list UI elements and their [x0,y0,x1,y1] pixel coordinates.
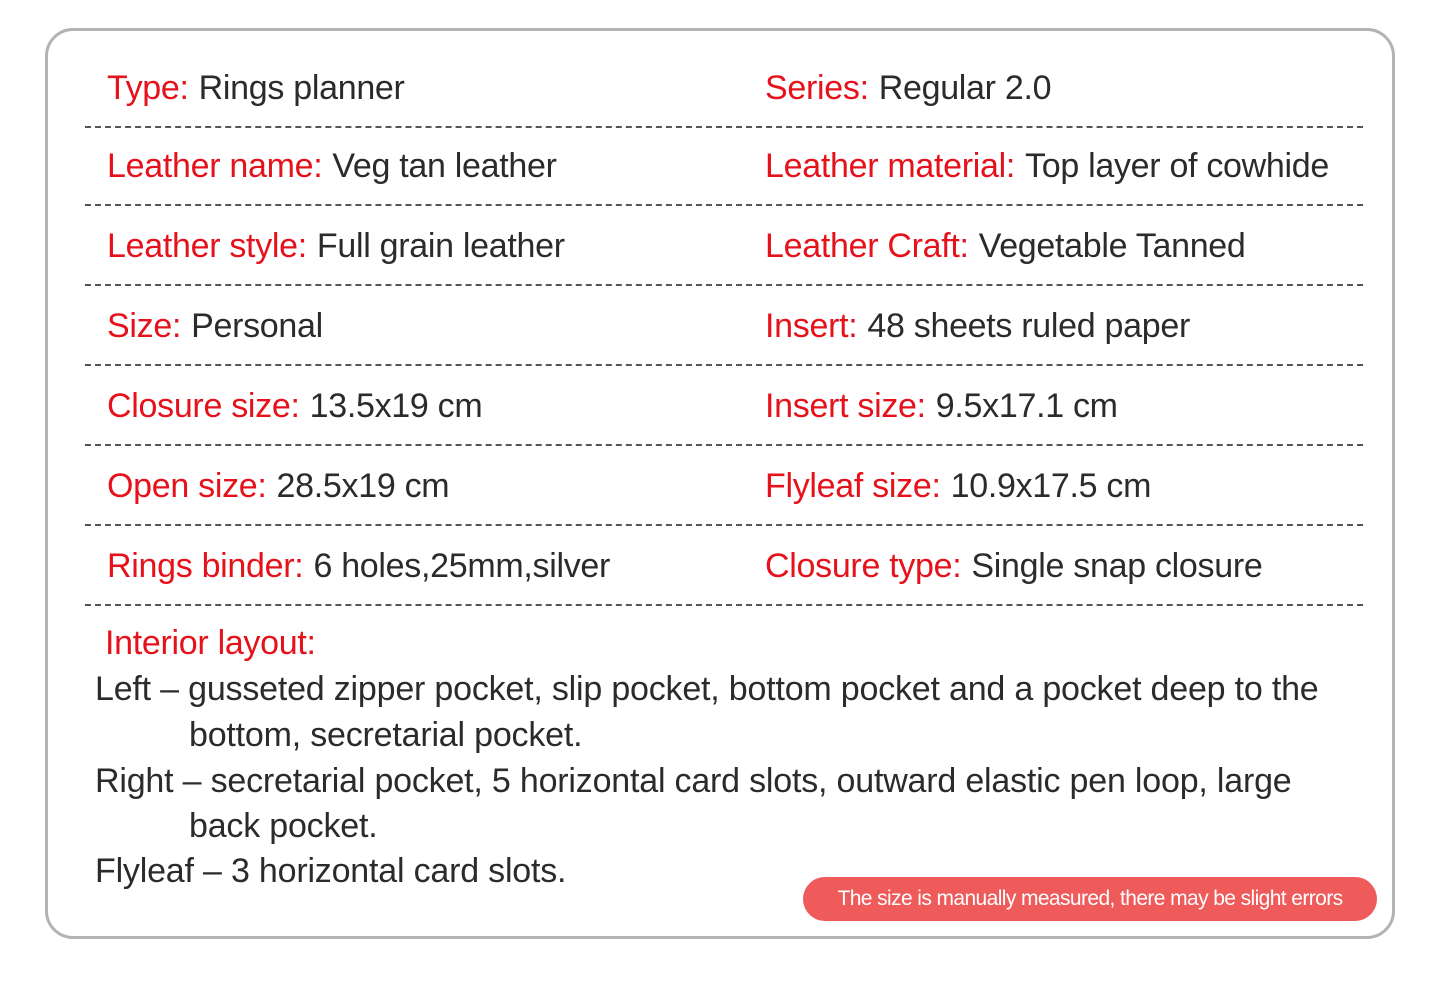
spec-label: Closure type: [765,546,962,585]
spec-insert [765,288,1190,364]
spec-row-type [85,50,1363,128]
spec-type [107,50,405,126]
spec-value: Personal [191,306,323,345]
spec-label: Insert: [765,306,858,345]
spec-row-size [85,288,1363,366]
spec-value: 10.9x17.5 cm [950,466,1152,505]
spec-closure-size [107,368,482,444]
spec-label: Rings binder: [107,546,304,585]
spec-closure-type [765,528,1262,604]
spec-row-leather-name [85,128,1363,206]
spec-leather-craft [765,208,1246,284]
spec-open-size [107,448,449,524]
spec-size [107,288,323,364]
spec-value: Veg tan leather [332,146,557,185]
spec-row-closure-size [85,368,1363,446]
spec-leather-material [765,128,1329,204]
spec-insert-size [765,368,1118,444]
spec-leather-style [107,208,565,284]
spec-value: Rings planner [198,68,405,107]
spec-row-open-size [85,448,1363,526]
spec-value: Full grain leather [316,226,565,265]
spec-label: Insert size: [765,386,926,425]
spec-label: Closure size: [107,386,300,425]
spec-label: Leather Craft: [765,226,969,265]
spec-row-rings-binder [85,528,1363,606]
spec-value: Top layer of cowhide [1025,146,1329,185]
interior-left-continuation: bottom, secretarial pocket. [189,716,583,754]
spec-label: Type: [107,68,189,107]
spec-label: Series: [765,68,869,107]
measurement-note-badge: The size is manually measured, there may be slight errors [803,877,1377,921]
spec-flyleaf-size [765,448,1151,524]
spec-row-leather-style [85,208,1363,286]
spec-series [765,50,1051,126]
spec-value: 13.5x19 cm [309,386,483,425]
spec-rings-binder [107,528,610,604]
spec-label: Leather style: [107,226,307,265]
spec-value: Single snap closure [971,546,1263,585]
interior-right-continuation: back pocket. [189,807,378,845]
spec-value: 9.5x17.1 cm [935,386,1118,425]
spec-value: 28.5x19 cm [276,466,450,505]
spec-value: Vegetable Tanned [978,226,1246,265]
interior-flyleaf-line: Flyleaf – 3 horizontal card slots. [95,852,567,890]
spec-label: Open size: [107,466,267,505]
interior-right-line: Right – secretarial pocket, 5 horizontal card slots, outward elastic pen loop, large [95,762,1292,800]
spec-value: 48 sheets ruled paper [867,306,1190,345]
spec-label: Leather material: [765,146,1016,185]
spec-label: Size: [107,306,182,345]
spec-value: 6 holes,25mm,silver [313,546,611,585]
spec-value: Regular 2.0 [878,68,1052,107]
interior-layout-title: Interior layout: [105,624,316,662]
spec-leather-name [107,128,557,204]
spec-label: Leather name: [107,146,323,185]
spec-label: Flyleaf size: [765,466,941,505]
interior-left-line: Left – gusseted zipper pocket, slip pocket, bottom pocket and a pocket deep to the [95,670,1319,708]
